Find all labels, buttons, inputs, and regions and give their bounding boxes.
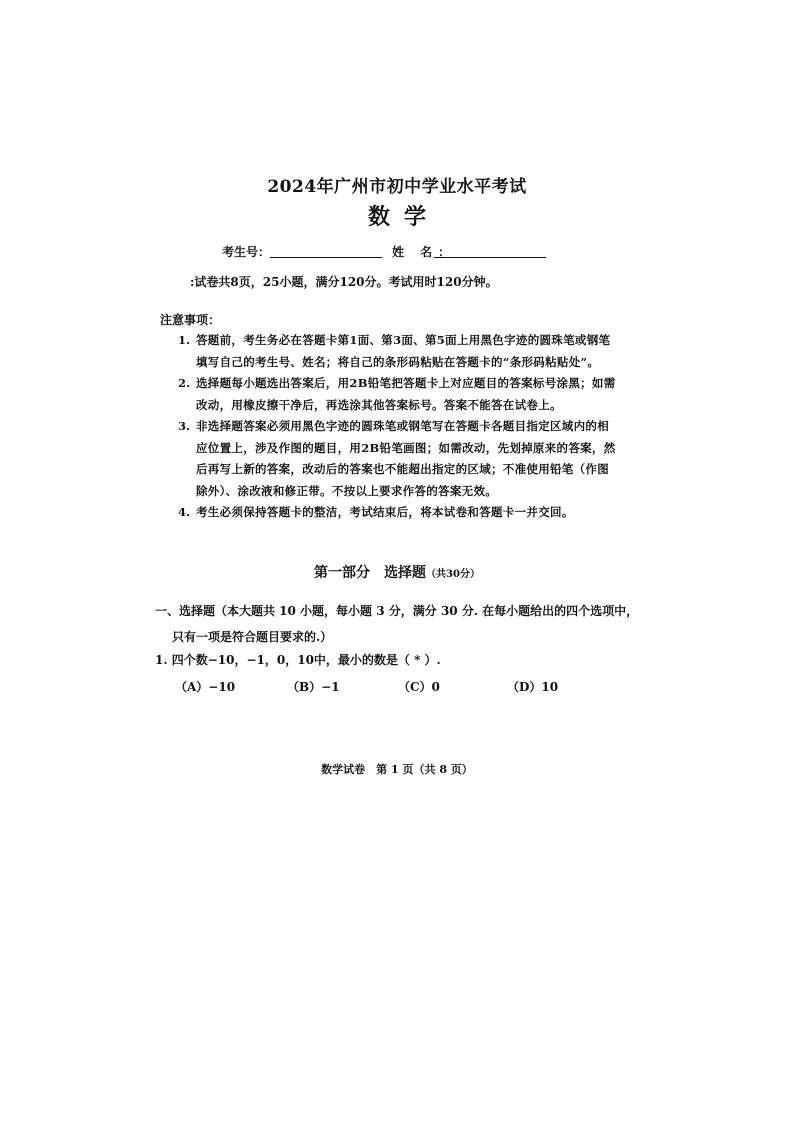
question-1-text: 1. 四个数−10，−1，0，10中，最小的数是（ * ）.: [155, 653, 441, 667]
section-title-text: 第一部分 选择题: [314, 565, 427, 581]
exam-info: :试卷共8页，25小题，满分120分。考试用时120分钟。: [190, 275, 498, 289]
exam-subject: 数学: [367, 204, 440, 230]
page-footer: 数学试卷 第 1 页（共 8 页）: [321, 763, 473, 776]
question-1-option-b: （B）−1: [287, 680, 340, 694]
note-number: 3.: [178, 419, 191, 433]
notes-title: 注意事项：: [160, 313, 221, 327]
candidate-name-label: 姓 名：: [392, 245, 457, 259]
note-text: 非选择题答案必须用黑色字迹的圆珠笔或钢笔写在答题卡各题目指定区域内的相应位置上，涉及作图的题目，用2B铅笔画图；如需改动，先划掉原来的答案，然后再写上新的答案，改动后的答案也不能超出指定的区域；不准使用铅笔（作图除外）、涂改液和修正带。不按以上要求作答的答案无效。: [196, 419, 616, 498]
question-1-option-d: （D）10: [507, 680, 559, 694]
note-number: 2.: [178, 376, 191, 390]
section-title: [0, 562, 794, 582]
exam-title: 2024年广州市初中学业水平考试: [267, 177, 527, 197]
part-instructions-line1: 一、选择题（本大题共 10 小题，每小题 3 分，满分 30 分. 在每小题给出的四个选项中，: [155, 604, 639, 618]
candidate-id-blank: [270, 257, 382, 258]
question-1-option-a: （A）−10: [175, 680, 236, 694]
candidate-id-label: 考生号：: [222, 245, 271, 259]
section-score-note: （共30分）: [426, 569, 480, 580]
note-text: 考生必须保持答题卡的整洁，考试结束后，将本试卷和答题卡一并交回。: [196, 505, 574, 519]
note-item: [178, 416, 618, 502]
part-instructions: [155, 598, 645, 650]
note-item: [178, 330, 618, 373]
note-text: 选择题每小题选出答案后，用2B铅笔把答题卡上对应题目的答案标号涂黑；如需改动，用橡皮擦干净后，再选涂其他答案标号。答案不能答在试卷上。: [196, 376, 616, 412]
notes-list: [178, 330, 618, 524]
note-text: 答题前，考生务必在答题卡第1面、第3面、第5面上用黑色字迹的圆珠笔或钢笔填写自己的考生号、姓名；将自己的条形码粘贴在答题卡的“条形码粘贴处”。: [196, 333, 611, 369]
candidate-name-blank: [434, 257, 546, 258]
note-number: 4.: [178, 505, 191, 519]
note-item: [178, 502, 618, 524]
part-instructions-line2: 只有一项是符合题目要求的.）: [172, 630, 333, 644]
question-1-option-c: （C）0: [398, 680, 440, 694]
note-item: [178, 373, 618, 416]
note-number: 1.: [178, 333, 191, 347]
